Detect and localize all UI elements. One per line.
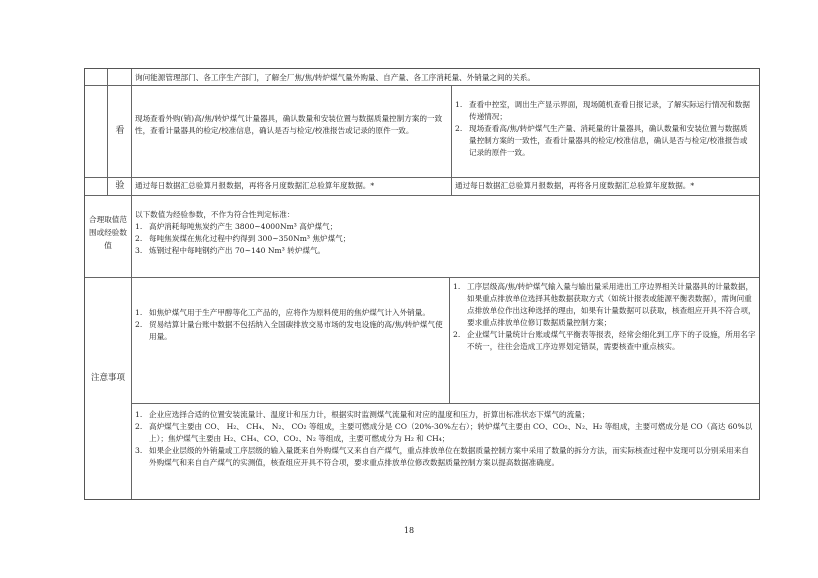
list-item: 1. 企业应选择合适的位置安装流量计、温度计和压力计，根据实时监测煤气流量和对应的温度和压力，折算出标准状态下煤气的流量； <box>135 410 590 419</box>
range-intro: 以下数值为经验参数，不作为符合性判定标准： <box>135 210 295 219</box>
verification-table <box>84 68 760 500</box>
notes-left-list <box>135 307 445 343</box>
list-item: 1. 工序层级高/焦/转炉煤气输入量与输出量采用进出工序边界相关计量器具的计量数据，如果重点排放单位选择其他数据获取方式（如统计报表或能源平衡表数据），需询问重点排放单位作出这种选择的理由，如果有计量数据可以获取，核查组应开具不符合项，要求重点排放单位修订数据质量控制方案； <box>453 282 756 327</box>
row-divider <box>85 85 759 86</box>
look-right-list <box>455 99 755 159</box>
verify-label: 验 <box>115 181 125 191</box>
list-item: 3. 炼钢过程中每吨钢约产出 70~140 Nm³ 转炉煤气。 <box>135 246 326 255</box>
list-item: 3. 如果企业层级的外销量或工序层级的输入量既来自外购煤气又来自自产煤气，重点排放单位在数据质量控制方案中采用了数量的拆分方法，而实际核查过程中发现可以分别采用来自外购煤气和来自自产煤气的实测值，核查组应开具不符合项，要求重点排放单位修改数据质量控制方案以提高数据准确度。 <box>135 446 749 467</box>
look-label: 看 <box>115 126 125 136</box>
list-item: 2. 每吨焦炭煤在焦化过程中约得到 300~350Nm³ 焦炉煤气； <box>135 234 351 243</box>
row-divider <box>131 403 759 404</box>
row-divider <box>85 177 759 178</box>
range-label: 合理取值范围或经验数值 <box>89 215 127 250</box>
page-number: 18 <box>403 526 415 535</box>
list-item: 2. 现场查看高/焦/转炉煤气生产量、消耗量的计量器具，确认数量和安装位置与数据质量控制方案的一致性，查看计量器具的检定/校准信息，确认是否与检定/校准报告或记录的原件一致。 <box>455 124 748 157</box>
list-item: 2. 贸易结算计量台账中数据不包括纳入全国碳排放交易市场的发电设施的高/焦/转炉煤气使用量。 <box>135 320 443 341</box>
notes-label: 注意事项 <box>90 373 125 383</box>
list-item: 1. 如焦炉煤气用于生产甲醇等化工产品的，应将作为原料使用的焦炉煤气计入外销量。 <box>135 308 430 317</box>
notes-bottom-list <box>135 409 755 469</box>
look-left-text: 现场查看外购(销)高/焦/转炉煤气计量器具，确认数量和安装位置与数据质量控制方案的一致性，查看计量器具的检定/校准信息，确认是否与检定/校准报告或记录的原件一致。 <box>135 114 443 135</box>
verify-left-text: 通过每日数据汇总验算月报数据，再将各月度数据汇总验算年度数据。* <box>135 181 375 190</box>
col-divider <box>107 69 108 195</box>
list-item: 1. 查看中控室，调出生产显示界面，现场随机查看日报记录，了解实际运行情况和数据传递情况； <box>455 100 750 121</box>
row-divider <box>85 277 759 278</box>
verify-right-text: 通过每日数据汇总验算月报数据，再将各月度数据汇总验算年度数据。* <box>455 181 695 190</box>
list-item: 2. 高炉煤气主要由 CO、 H₂、 CH₄、 N₂、 CO₂ 等组成，主要可燃成分是 CO（20%-30%左右）；转炉煤气主要由 CO、CO₂、N₂、H₂ 等组成，主要可燃成分是 CO（高达 60%以上）；焦炉煤气主要由 H₂、CH₄、CO、CO₂、N₂ 等组成，主要可燃成分为 H₂ 和 CH₄； <box>135 422 753 443</box>
col-divider <box>451 85 452 195</box>
col-divider <box>131 69 132 499</box>
row-divider <box>85 195 759 196</box>
col-divider <box>449 277 450 403</box>
notes-right-list <box>453 281 757 353</box>
ask-text: 询问能源管理部门、各工序生产部门，了解全厂焦/焦/转炉煤气量外购量、自产量、各工序消耗量、外销量之间的关系。 <box>135 73 535 82</box>
list-item: 1. 高炉消耗每吨焦炭约产生 3800~4000Nm³ 高炉煤气； <box>135 222 338 231</box>
range-content <box>135 209 755 257</box>
list-item: 2. 企业煤气计量统计台账或煤气平衡表等报表，经常会细化到工序下的子设施，所用名字不统一，往往会造成工序边界划定错误，需要核查中重点核实。 <box>453 330 756 351</box>
